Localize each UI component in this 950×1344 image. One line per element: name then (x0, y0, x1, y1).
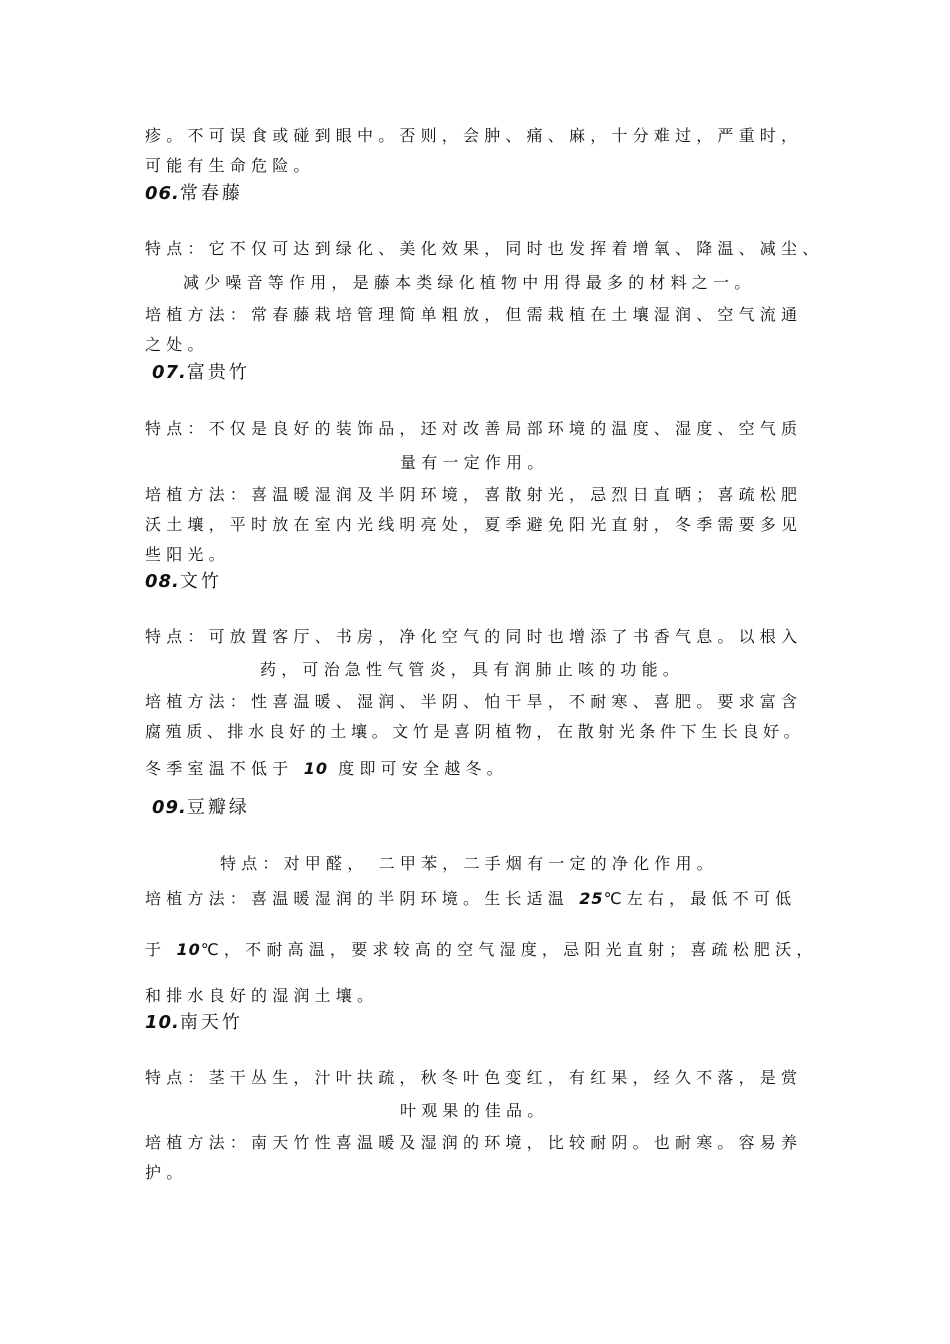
s08-feature-line-2: 药，可治急性气管炎，具有润肺止咳的功能。 (260, 660, 685, 679)
section-number: 08. (145, 571, 180, 592)
section-number: 10. (145, 1012, 180, 1033)
section-number: 07. (152, 362, 187, 383)
s08-method-line-2: 腐殖质、排水良好的土壤。文竹是喜阴植物，在散射光条件下生长良好。 (145, 722, 805, 741)
section-06-heading (145, 182, 243, 206)
s07-method-line-3: 些阳光。 (145, 545, 230, 564)
s10-method-line-1: 培植方法：南天竹性喜温暖及湿润的环境，比较耐阴。也耐寒。容易养 (145, 1133, 803, 1152)
section-10-heading (145, 1011, 243, 1035)
s10-feature-line-1: 特点：茎干丛生，汁叶扶疏，秋冬叶色变红，有红果，经久不落，是赏 (145, 1068, 803, 1087)
s08-feature-line-1: 特点：可放置客厅、书房，净化空气的同时也增添了书香气息。以根入 (145, 627, 803, 646)
s09-method-line-2: 于 10℃，不耐高温，要求较高的空气湿度，忌阳光直射；喜疏松肥沃， (145, 940, 818, 959)
s06-method-line-1: 培植方法：常春藤栽培管理简单粗放，但需栽植在土壤湿润、空气流通 (145, 305, 803, 324)
s10-feature-line-2: 叶观果的佳品。 (400, 1101, 549, 1120)
s08-method-line-3: 冬季室温不低于 10 度即可安全越冬。 (145, 759, 508, 778)
s09-method-line-1: 培植方法：喜温暖湿润的半阴环境。生长适温 25℃左右，最低不可低 (145, 889, 797, 908)
intro-line-1: 疹。不可误食或碰到眼中。否则，会肿、痛、麻，十分难过，严重时， (145, 126, 803, 145)
s07-method-line-1: 培植方法：喜温暖湿润及半阴环境，喜散射光，忌烈日直晒；喜疏松肥 (145, 485, 803, 504)
s08-method-line-1: 培植方法：性喜温暖、湿润、半阴、怕干旱，不耐寒、喜肥。要求富含 (145, 692, 803, 711)
s06-method-line-2: 之处。 (145, 335, 209, 354)
section-09-heading (152, 796, 250, 820)
s06-feature-line-1: 特点：它不仅可达到绿化、美化效果，同时也发挥着增氧、降温、减尘、 (145, 239, 824, 258)
section-number: 06. (145, 183, 180, 204)
section-08-heading (145, 570, 222, 594)
s09-method-line-3: 和排水良好的湿润土壤。 (145, 986, 379, 1005)
intro-line-2: 可能有生命危险。 (145, 156, 315, 175)
section-title: 豆瓣绿 (186, 797, 250, 818)
section-title: 常春藤 (179, 183, 243, 204)
section-title: 富贵竹 (186, 362, 250, 383)
section-number: 09. (152, 797, 187, 818)
s06-feature-line-2: 减少噪音等作用，是藤本类绿化植物中用得最多的材料之一。 (183, 273, 756, 292)
s07-method-line-2: 沃土壤，平时放在室内光线明亮处，夏季避免阳光直射，冬季需要多见 (145, 515, 803, 534)
section-07-heading (152, 361, 250, 385)
section-title: 南天竹 (179, 1012, 243, 1033)
s07-feature-line-1: 特点：不仅是良好的装饰品，还对改善局部环境的温度、湿度、空气质 (145, 419, 803, 438)
s10-method-line-2: 护。 (145, 1163, 188, 1182)
s09-feature-line-1: 特点：对甲醛， 二甲苯，二手烟有一定的净化作用。 (220, 854, 718, 873)
section-title: 文竹 (179, 571, 222, 592)
s07-feature-line-2: 量有一定作用。 (400, 453, 549, 472)
